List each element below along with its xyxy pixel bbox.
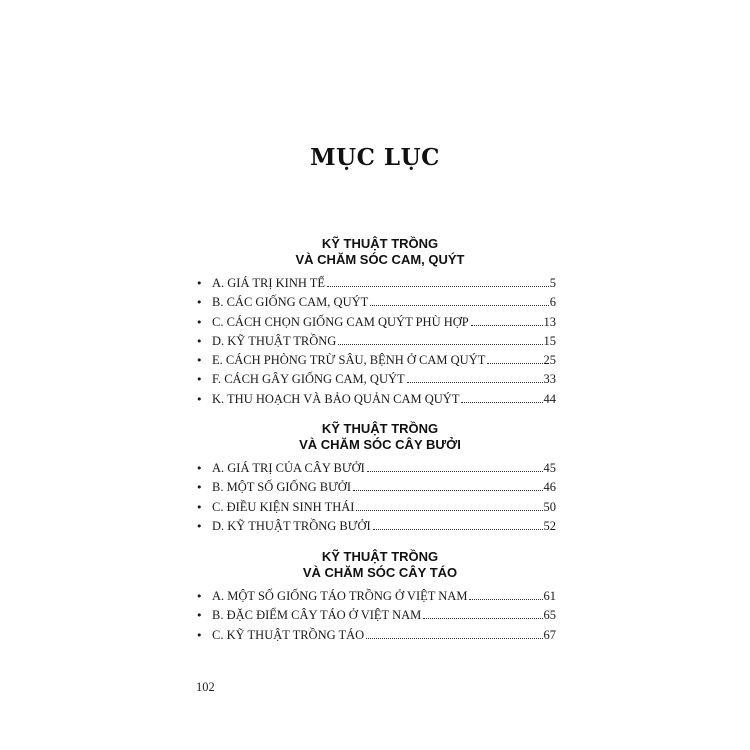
section-heading bbox=[196, 421, 556, 453]
bullet-icon: • bbox=[196, 373, 203, 387]
toc-entry-page: 52 bbox=[543, 518, 556, 533]
toc-entry-label: F. CÁCH GÂY GIỐNG CAM, QUÝT bbox=[212, 372, 405, 387]
toc-entry-label: A. MỘT SỐ GIỐNG TÁO TRỒNG Ở VIỆT NAM bbox=[212, 589, 468, 603]
toc-section-buoi bbox=[196, 421, 556, 538]
bullet-icon: • bbox=[196, 628, 203, 642]
bullet-icon: • bbox=[196, 296, 203, 310]
toc-entry-label: B. ĐẶC ĐIỂM CÂY TÁO Ở VIỆT NAM bbox=[212, 608, 422, 623]
dot-leader bbox=[327, 285, 549, 287]
bullet-icon: • bbox=[196, 277, 203, 290]
toc-entry-label: C. CÁCH CHỌN GIỐNG CAM QUÝT PHÙ HỢP bbox=[212, 314, 469, 329]
toc-entry[interactable] bbox=[196, 334, 556, 353]
toc-entry[interactable] bbox=[196, 608, 556, 627]
toc-entry-page: 46 bbox=[543, 480, 556, 495]
toc-entry-page: 50 bbox=[543, 499, 556, 514]
bullet-icon: • bbox=[196, 481, 203, 495]
bullet-icon: • bbox=[196, 609, 203, 623]
bullet-icon: • bbox=[196, 392, 203, 406]
toc-entry-page: 44 bbox=[543, 391, 556, 406]
bullet-icon: • bbox=[196, 462, 203, 475]
dot-leader bbox=[407, 381, 543, 383]
toc-entry[interactable] bbox=[196, 628, 556, 647]
toc-entry[interactable] bbox=[196, 461, 556, 480]
toc-entry-page: 67 bbox=[543, 627, 556, 642]
toc-entry-page: 6 bbox=[549, 295, 556, 310]
dot-leader bbox=[338, 343, 542, 345]
bullet-icon: • bbox=[196, 519, 203, 533]
bullet-icon: • bbox=[196, 354, 203, 368]
bullet-icon: • bbox=[196, 500, 203, 514]
dot-leader bbox=[469, 598, 542, 600]
toc-list bbox=[196, 276, 556, 411]
dot-leader bbox=[373, 528, 543, 530]
toc-entry-label: B. CÁC GIỐNG CAM, QUÝT bbox=[212, 295, 369, 310]
toc-entry-label: B. MỘT SỐ GIỐNG BƯỞI bbox=[212, 480, 351, 495]
toc-entry-page: 33 bbox=[543, 372, 556, 387]
toc-entry[interactable] bbox=[196, 480, 556, 499]
toc-entry-label: D. KỸ THUẬT TRỒNG BƯỞI bbox=[212, 518, 371, 533]
section-heading bbox=[196, 236, 556, 268]
toc-entry-label: K. THU HOẠCH VÀ BẢO QUẢN CAM QUÝT bbox=[212, 391, 460, 406]
toc-entry-label: A. GIÁ TRỊ KINH TẾ bbox=[212, 276, 326, 290]
toc-entry-page: 13 bbox=[543, 314, 556, 329]
page-title: MỤC LỤC bbox=[310, 144, 440, 171]
dot-leader bbox=[471, 324, 543, 326]
dot-leader bbox=[370, 304, 548, 306]
toc-list bbox=[196, 461, 556, 538]
dot-leader bbox=[366, 637, 542, 639]
toc-entry[interactable] bbox=[196, 500, 556, 519]
toc-entry-label: D. KỸ THUẬT TRỒNG bbox=[212, 333, 337, 348]
toc-entry[interactable] bbox=[196, 519, 556, 538]
toc-entry[interactable] bbox=[196, 276, 556, 295]
section-heading-line1: KỸ THUẬT TRỒNG bbox=[321, 421, 439, 436]
toc-entry-page: 45 bbox=[543, 461, 556, 475]
toc-entry-page: 61 bbox=[543, 589, 556, 603]
toc-entry-label: A. GIÁ TRỊ CỦA CÂY BƯỞI bbox=[212, 461, 365, 475]
section-heading-line1: KỸ THUẬT TRỒNG bbox=[321, 549, 439, 564]
bullet-icon: • bbox=[196, 334, 203, 348]
toc-entry[interactable] bbox=[196, 589, 556, 608]
toc-section-cam-quyt bbox=[196, 236, 556, 411]
toc-entry-page: 65 bbox=[543, 608, 556, 623]
dot-leader bbox=[367, 470, 543, 472]
toc-entry-page: 15 bbox=[543, 333, 556, 348]
dot-leader bbox=[487, 362, 542, 364]
toc-section-tao bbox=[196, 549, 556, 647]
toc-entry[interactable] bbox=[196, 295, 556, 314]
bullet-icon: • bbox=[196, 315, 203, 329]
toc-entry-label: C. ĐIỀU KIỆN SINH THÁI bbox=[212, 499, 355, 514]
dot-leader bbox=[356, 509, 542, 511]
section-heading-line2: VÀ CHĂM SÓC CÂY TÁO bbox=[302, 565, 458, 580]
toc-entry-page: 25 bbox=[543, 353, 556, 368]
section-heading-line2: VÀ CHĂM SÓC CAM, QUÝT bbox=[295, 252, 465, 267]
toc-entry[interactable] bbox=[196, 372, 556, 391]
toc-entry-page: 5 bbox=[549, 276, 556, 290]
page-number: 102 bbox=[196, 680, 215, 694]
dot-leader bbox=[461, 401, 542, 403]
toc-entry[interactable] bbox=[196, 315, 556, 334]
toc-entry-label: E. CÁCH PHÒNG TRỪ SÂU, BỆNH Ở CAM QUÝT bbox=[212, 353, 486, 368]
toc-list bbox=[196, 589, 556, 647]
section-heading-line1: KỸ THUẬT TRỒNG bbox=[321, 236, 439, 251]
section-heading bbox=[196, 549, 556, 581]
toc-entry[interactable] bbox=[196, 392, 556, 411]
bullet-icon: • bbox=[196, 590, 203, 603]
toc-entry-label: C. KỸ THUẬT TRỒNG TÁO bbox=[212, 627, 365, 642]
dot-leader bbox=[423, 617, 542, 619]
dot-leader bbox=[353, 489, 543, 491]
toc-entry[interactable] bbox=[196, 353, 556, 372]
section-heading-line2: VÀ CHĂM SÓC CÂY BƯỞI bbox=[299, 437, 461, 452]
